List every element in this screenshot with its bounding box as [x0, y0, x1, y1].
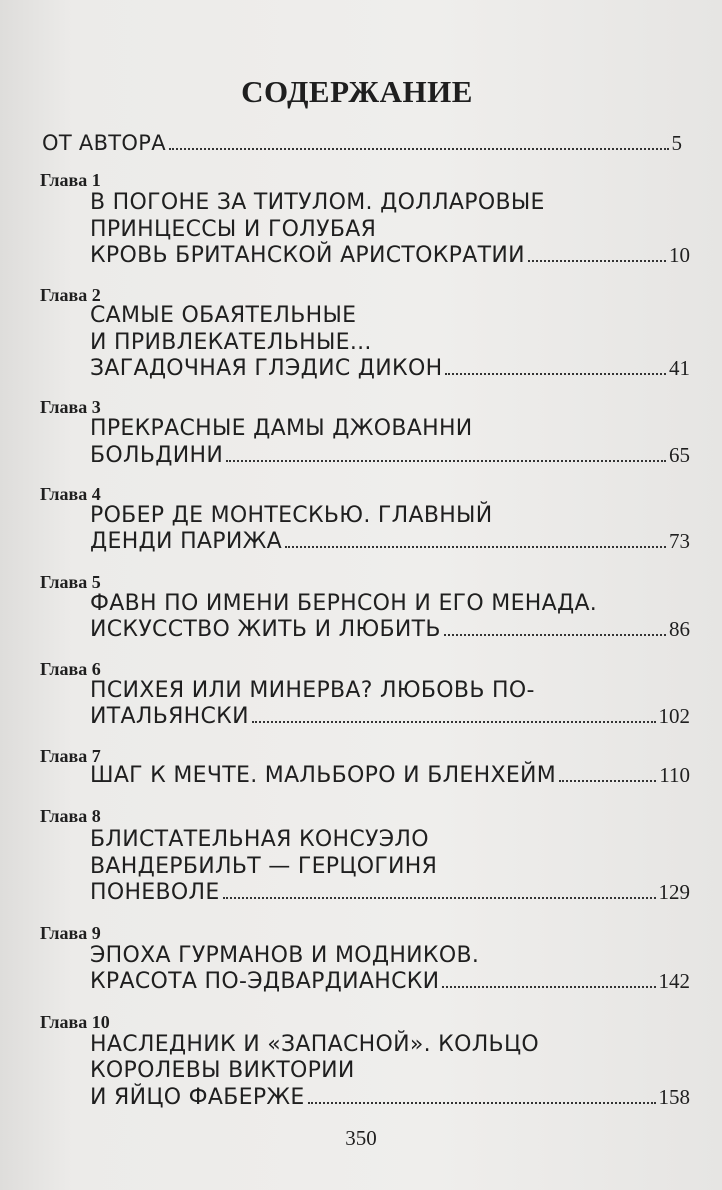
entry-title-line: И ЯЙЦО ФАБЕРЖЕ [90, 1085, 305, 1110]
entry-title-line: КРОВЬ БРИТАНСКОЙ АРИСТОКРАТИИ [90, 243, 525, 268]
entry-title-line: КОРОЛЕВЫ ВИКТОРИИ [90, 1058, 355, 1083]
chapter-label: Глава 10 [40, 1012, 110, 1032]
toc-entry-last-line [90, 1085, 690, 1110]
entry-title-line: ЭПОХА ГУРМАНОВ И МОДНИКОВ. [90, 943, 480, 968]
entry-page-number: 142 [658, 969, 690, 993]
entry-title-line: ФАВН ПО ИМЕНИ БЕРНСОН И ЕГО МЕНАДА. [90, 591, 598, 616]
entry-page-number: 41 [669, 356, 690, 380]
entry-title-line: ЗАГАДОЧНАЯ ГЛЭДИС ДИКОН [90, 356, 443, 381]
chapter-label: Глава 4 [40, 484, 101, 504]
entry-page-number: 110 [659, 763, 690, 787]
page-number-footer: 350 [345, 1126, 377, 1150]
entry-page-number: 5 [671, 131, 682, 155]
entry-title-line: БЛИСТАТЕЛЬНАЯ КОНСУЭЛО [90, 827, 429, 852]
entry-page-number: 10 [669, 243, 690, 267]
dot-leader [308, 1101, 656, 1104]
entry-page-number: 86 [669, 617, 690, 641]
dot-leader [442, 985, 655, 988]
entry-title-line: ПРИНЦЕССЫ И ГОЛУБАЯ [90, 217, 377, 242]
dot-leader [223, 896, 656, 899]
entry-title-line: ШАГ К МЕЧТЕ. МАЛЬБОРО И БЛЕНХЕЙМ [90, 763, 557, 788]
toc-entry-preface [42, 131, 682, 156]
entry-title-line: ПСИХЕЯ ИЛИ МИНЕРВА? ЛЮБОВЬ ПО- [90, 678, 535, 703]
entry-title-line: ПОНЕВОЛЕ [90, 880, 220, 905]
entry-page-number: 65 [669, 443, 690, 467]
entry-title-line: НАСЛЕДНИК И «ЗАПАСНОЙ». КОЛЬЦО [90, 1032, 539, 1057]
entry-title-line: БОЛЬДИНИ [90, 443, 224, 468]
entry-title-line: ВАНДЕРБИЛЬТ — ГЕРЦОГИНЯ [90, 854, 438, 879]
dot-leader [528, 259, 666, 262]
entry-page-number: 129 [658, 880, 690, 904]
dot-leader [252, 720, 656, 723]
chapter-label: Глава 7 [40, 746, 101, 766]
entry-title-line: ИСКУССТВО ЖИТЬ И ЛЮБИТЬ [90, 617, 441, 642]
entry-title-line: ПРЕКРАСНЫЕ ДАМЫ ДЖОВАННИ [90, 416, 473, 441]
toc-entry-last-line [90, 880, 690, 905]
entry-title-line: В ПОГОНЕ ЗА ТИТУЛОМ. ДОЛЛАРОВЫЕ [90, 190, 545, 215]
entry-page-number: 102 [658, 704, 690, 728]
chapter-label: Глава 3 [40, 397, 101, 417]
toc-entry-last-line [90, 617, 690, 642]
toc-entry-last-line [90, 704, 690, 729]
chapter-label: Глава 8 [40, 806, 101, 826]
entry-title-line: ИТАЛЬЯНСКИ [90, 704, 249, 729]
chapter-label: Глава 2 [40, 285, 101, 305]
chapter-label: Глава 9 [40, 923, 101, 943]
toc-entry-last-line [90, 443, 690, 468]
toc-entry-last-line [90, 356, 690, 381]
toc-entry-last-line [90, 763, 690, 788]
toc-entry-last-line [90, 969, 690, 994]
dot-leader [559, 779, 656, 782]
toc-entry-last-line [90, 243, 690, 268]
dot-leader [169, 147, 669, 150]
dot-leader [445, 372, 666, 375]
dot-leader [226, 459, 666, 462]
entry-title: ОТ АВТОРА [42, 131, 166, 155]
chapter-label: Глава 1 [40, 170, 101, 190]
entry-title-line: ДЕНДИ ПАРИЖА [90, 529, 282, 554]
entry-page-number: 158 [658, 1085, 690, 1109]
entry-title-line: КРАСОТА ПО-ЭДВАРДИАНСКИ [90, 969, 440, 994]
chapter-label: Глава 6 [40, 659, 101, 679]
chapter-label: Глава 5 [40, 572, 101, 592]
entry-title-line: И ПРИВЛЕКАТЕЛЬНЫЕ... [90, 330, 372, 355]
dot-leader [285, 545, 666, 548]
page-title: СОДЕРЖАНИЕ [241, 74, 473, 109]
entry-page-number: 73 [669, 529, 690, 553]
dot-leader [444, 633, 666, 636]
entry-title-line: РОБЕР ДЕ МОНТЕСКЬЮ. ГЛАВНЫЙ [90, 503, 493, 528]
entry-title-line: САМЫЕ ОБАЯТЕЛЬНЫЕ [90, 303, 357, 328]
toc-entry-last-line [90, 529, 690, 554]
